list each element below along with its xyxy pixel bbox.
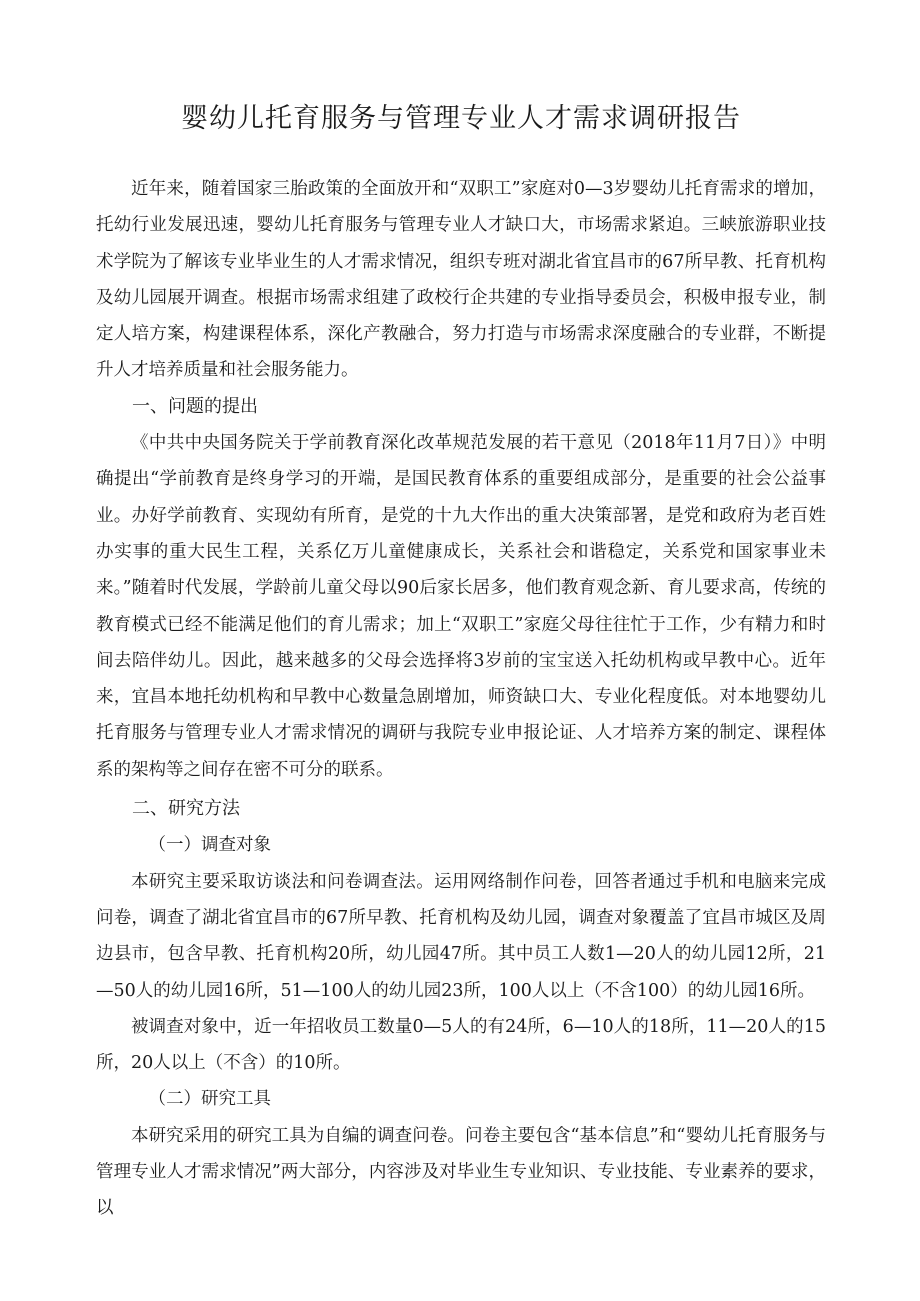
- section2-sub1-heading: （一）调查对象: [148, 835, 271, 856]
- section2-sub1-paragraph1: 本研究主要采取访谈法和问卷调查法。运用网络制作问卷，回答者通过手机和电脑来完成问卷，调查了湖北省宜昌市的67所早教、托育机构及幼儿园，调查对象覆盖了宜昌市城区及周边县市，包含早教、托育机构20所，幼儿园47所。其中员工人数1—20人的幼儿园12所，21—50人的幼儿园16所，51—100人的幼儿园23所，100人以上（不含100）的幼儿园16所。: [96, 871, 826, 1001]
- section2-heading: 二、研究方法: [132, 798, 240, 820]
- section2-sub1-paragraph2: 被调查对象中，近一年招收员工数量0—5人的有24所，6—10人的18所，11—20人的15所，20人以上（不含）的10所。: [96, 1016, 826, 1074]
- section1-paragraph: 《中共中央国务院关于学前教育深化改革规范发展的若干意见（2018年11月7日）》中明确提出“学前教育是终身学习的开端，是国民教育体系的重要组成部分，是重要的社会公益事业。办好学前教育、实现幼有所育，是党的十九大作出的重大决策部署，是党和政府为老百姓办实事的重大民生工程，关系亿万儿童健康成长，关系社会和谐稳定，关系党和国家事业未来。”随着时代发展，学龄前儿童父母以90后家长居多，他们教育观念新、育儿要求高，传统的教育模式已经不能满足他们的育儿需求；加上“双职工”家庭父母往往忙于工作，少有精力和时间去陪伴幼儿。因此，越来越多的父母会选择将3岁前的宝宝送入托幼机构或早教中心。近年来，宜昌本地托幼机构和早教中心数量急剧增加，师资缺口大、专业化程度低。对本地婴幼儿托育服务与管理专业人才需求情况的调研与我院专业申报论证、人才培养方案的制定、课程体系的架构等之间存在密不可分的联系。: [96, 433, 826, 780]
- intro-paragraph: 近年来，随着国家三胎政策的全面放开和“双职工”家庭对0—3岁婴幼儿托育需求的增加，托幼行业发展迅速，婴幼儿托育服务与管理专业人才缺口大，市场需求紧迫。三峡旅游职业技术学院为了解该专业毕业生的人才需求情况，组织专班对湖北省宜昌市的67所早教、托育机构及幼儿园展开调查。根据市场需求组建了政校行企共建的专业指导委员会，积极申报专业，制定人培方案，构建课程体系，深化产教融合，努力打造与市场需求深度融合的专业群，不断提升人才培养质量和社会服务能力。: [96, 179, 826, 381]
- document-title: 婴幼儿托育服务与管理专业人才需求调研报告: [181, 103, 741, 134]
- section1-heading: 一、问题的提出: [132, 395, 258, 417]
- section2-sub2-heading: （二）研究工具: [148, 1089, 271, 1110]
- section2-sub2-paragraph: 本研究采用的研究工具为自编的调查问卷。问卷主要包含“基本信息”和“婴幼儿托育服务与管理专业人才需求情况”两大部分，内容涉及对毕业生专业知识、专业技能、专业素养的要求，以: [96, 1125, 826, 1219]
